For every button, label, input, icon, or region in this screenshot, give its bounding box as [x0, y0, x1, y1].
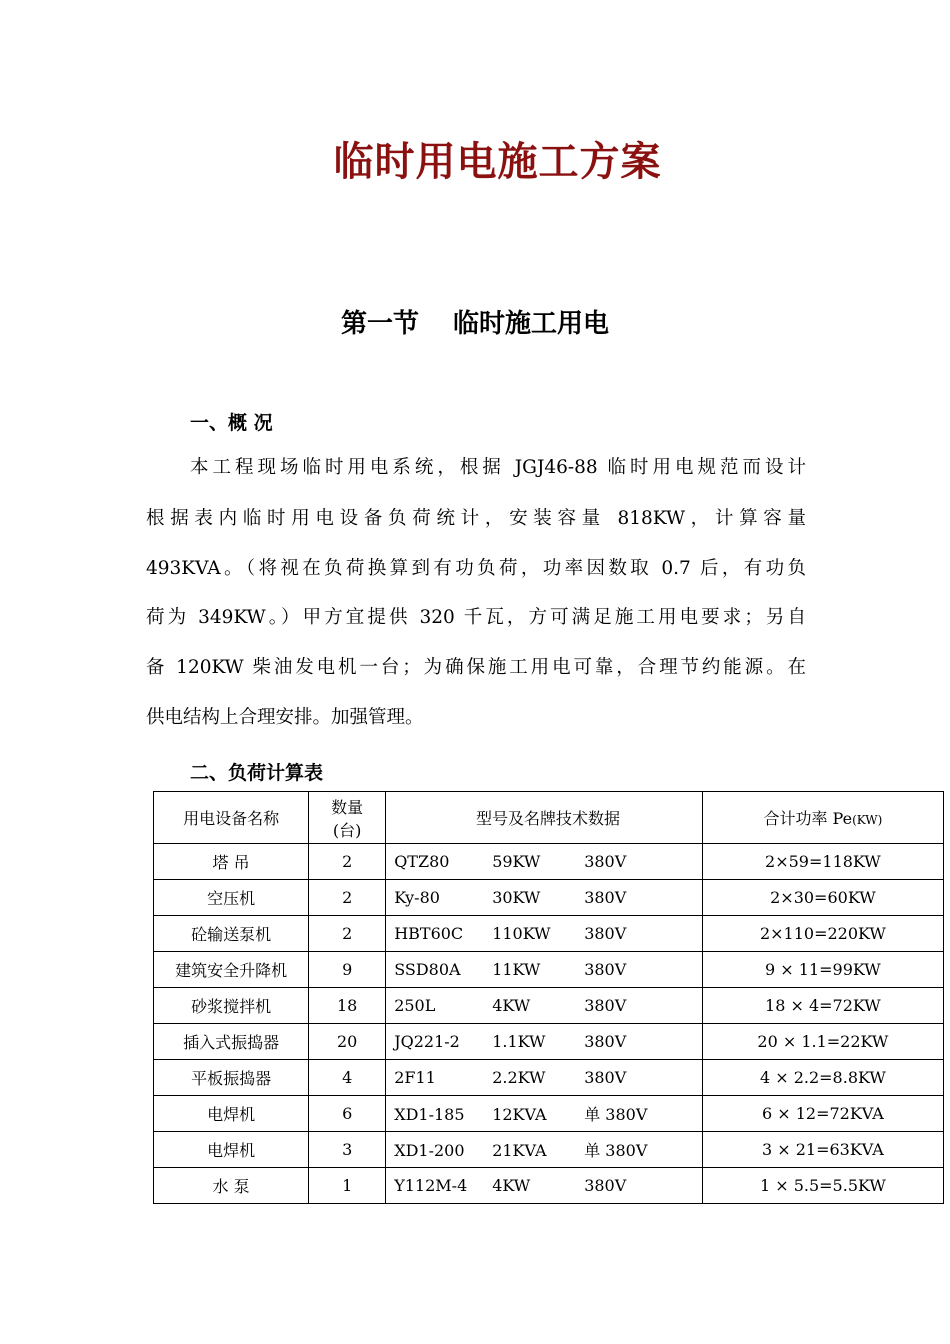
table-row: [154, 988, 944, 1024]
voltage-value: 380V: [584, 1068, 627, 1087]
model-value: Y112M-4: [394, 1176, 468, 1195]
model-value: 2F11: [394, 1068, 436, 1087]
power-value: 1.1KW: [492, 1032, 546, 1051]
section-name: 临时施工用电: [453, 309, 610, 339]
header-spec: 型号及名牌技术数据: [386, 792, 703, 844]
load-table-heading: 二、负荷计算表: [190, 762, 324, 784]
equipment-name-cell: 电焊机: [154, 1132, 309, 1168]
equipment-name-cell: 水 泵: [154, 1168, 309, 1204]
spec-cell: [386, 988, 703, 1024]
power-value: 4KW: [492, 1176, 531, 1195]
total-power-cell: 6 × 12=72KVA: [702, 1096, 943, 1132]
quantity-cell: 2: [309, 880, 386, 916]
power-value: 11KW: [492, 960, 541, 979]
equipment-name-cell: 砂浆搅拌机: [154, 988, 309, 1024]
voltage-value: 单 380V: [584, 1105, 648, 1124]
quantity-cell: 2: [309, 916, 386, 952]
overview-line-4: 荷为 349KW。）甲方宜提供 320 千瓦，方可满足施工用电要求；另自: [146, 607, 806, 628]
spec-cell: [386, 1060, 703, 1096]
equipment-name-cell: 平板振捣器: [154, 1060, 309, 1096]
overview-heading: 一、概 况: [190, 412, 273, 434]
voltage-value: 380V: [584, 924, 627, 943]
voltage-value: 380V: [584, 1032, 627, 1051]
total-power-cell: 3 × 21=63KVA: [702, 1132, 943, 1168]
quantity-cell: 18: [309, 988, 386, 1024]
total-power-cell: 1 × 5.5=5.5KW: [702, 1168, 943, 1204]
total-power-cell: 2×110=220KW: [702, 916, 943, 952]
table-row: [154, 952, 944, 988]
voltage-value: 单 380V: [584, 1141, 648, 1160]
quantity-cell: 2: [309, 844, 386, 880]
table-row: [154, 1096, 944, 1132]
table-row: [154, 1060, 944, 1096]
power-value: 30KW: [492, 888, 541, 907]
total-power-cell: 2×30=60KW: [702, 880, 943, 916]
section-title: [0, 303, 950, 340]
table-row: [154, 880, 944, 916]
document-title: 临时用电施工方案: [333, 139, 662, 185]
table-body: [154, 844, 944, 1204]
table-row: [154, 916, 944, 952]
header-total-power-unit: (KW): [852, 813, 883, 827]
spec-cell: [386, 880, 703, 916]
power-value: 2.2KW: [492, 1068, 546, 1087]
voltage-value: 380V: [584, 996, 627, 1015]
header-equipment-name: 用电设备名称: [154, 792, 309, 844]
quantity-cell: 6: [309, 1096, 386, 1132]
spec-cell: [386, 1024, 703, 1060]
power-value: 21KVA: [492, 1141, 547, 1160]
quantity-cell: 4: [309, 1060, 386, 1096]
total-power-cell: 9 × 11=99KW: [702, 952, 943, 988]
header-quantity-line1: 数量: [331, 797, 364, 817]
total-power-cell: 2×59=118KW: [702, 844, 943, 880]
spec-cell: [386, 916, 703, 952]
model-value: HBT60C: [394, 924, 464, 943]
model-value: XD1-185: [394, 1105, 465, 1124]
table-row: [154, 1168, 944, 1204]
spec-cell: [386, 1132, 703, 1168]
equipment-name-cell: 建筑安全升降机: [154, 952, 309, 988]
quantity-cell: 1: [309, 1168, 386, 1204]
overview-line-5: 备 120KW 柴油发电机一台；为确保施工用电可靠，合理节约能源。在: [146, 657, 806, 678]
overview-line-2: 根据表内临时用电设备负荷统计，安装容量 818KW，计算容量: [146, 508, 806, 529]
power-value: 110KW: [492, 924, 551, 943]
equipment-name-cell: 电焊机: [154, 1096, 309, 1132]
section-number: 第一节: [340, 309, 419, 339]
spec-cell: [386, 1168, 703, 1204]
spec-cell: [386, 952, 703, 988]
voltage-value: 380V: [584, 960, 627, 979]
spec-cell: [386, 844, 703, 880]
model-value: Ky-80: [394, 888, 440, 907]
table-row: [154, 1024, 944, 1060]
overview-line-6: 供电结构上合理安排。加强管理。: [146, 707, 424, 728]
table-header-row: [154, 792, 944, 844]
voltage-value: 380V: [584, 852, 627, 871]
model-value: XD1-200: [394, 1141, 465, 1160]
power-value: 4KW: [492, 996, 531, 1015]
overview-line-3: 493KVA。（将视在负荷换算到有功负荷，功率因数取 0.7 后，有功负: [146, 558, 806, 579]
model-value: SSD80A: [394, 960, 461, 979]
header-quantity-line2: (台): [332, 820, 362, 840]
power-value: 59KW: [492, 852, 541, 871]
header-quantity: [309, 792, 386, 844]
model-value: 250L: [394, 996, 436, 1015]
voltage-value: 380V: [584, 888, 627, 907]
equipment-name-cell: 塔 吊: [154, 844, 309, 880]
total-power-cell: 18 × 4=72KW: [702, 988, 943, 1024]
voltage-value: 380V: [584, 1176, 627, 1195]
model-value: QTZ80: [394, 852, 450, 871]
equipment-name-cell: 空压机: [154, 880, 309, 916]
power-value: 12KVA: [492, 1105, 547, 1124]
overview-line-1: 本工程现场临时用电系统，根据 JGJ46-88 临时用电规范而设计: [190, 457, 806, 478]
quantity-cell: 3: [309, 1132, 386, 1168]
quantity-cell: 20: [309, 1024, 386, 1060]
header-total-power: [702, 792, 943, 844]
total-power-cell: 4 × 2.2=8.8KW: [702, 1060, 943, 1096]
table-row: [154, 844, 944, 880]
header-total-power-label: 合计功率 Pe: [763, 809, 853, 828]
model-value: JQ221-2: [394, 1032, 460, 1051]
equipment-name-cell: 砼输送泵机: [154, 916, 309, 952]
total-power-cell: 20 × 1.1=22KW: [702, 1024, 943, 1060]
quantity-cell: 9: [309, 952, 386, 988]
table-row: [154, 1132, 944, 1168]
equipment-name-cell: 插入式振捣器: [154, 1024, 309, 1060]
load-calculation-table: [153, 791, 944, 1204]
spec-cell: [386, 1096, 703, 1132]
